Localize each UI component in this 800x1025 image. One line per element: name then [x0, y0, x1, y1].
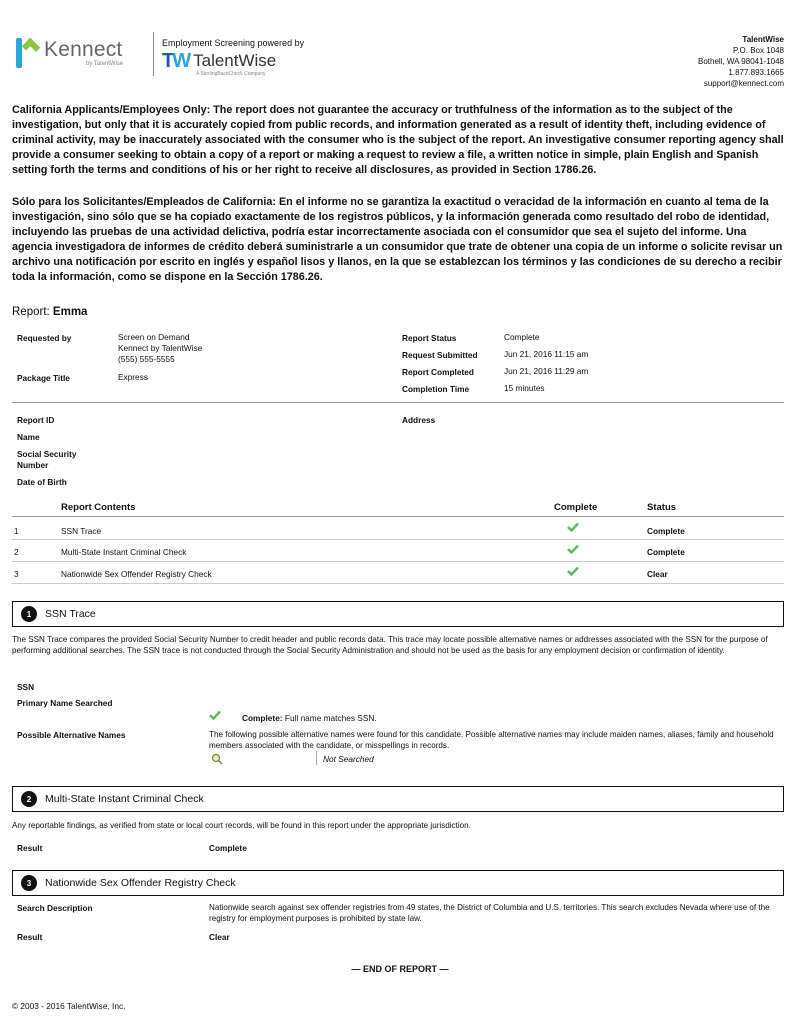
- row-status: Clear: [647, 569, 668, 579]
- not-searched-text: Not Searched: [323, 754, 374, 764]
- disclaimer-spanish: Sólo para los Solicitantes/Empleados de California: En el informe no se garantiza la exactitud o veracidad de la información en cuanto al tema de la investigación, sino sólo que se ha copiado exactamente de los registros públicos, y la información generada como resultado del robo de identidad, incluyendo las pruebas de una actividad delictiva, podría estar incorrectamente asociada con el consumidor que sea el sujeto del informe. Una agencia investigadora de informes de crédito deberá suministrarle a un consumidor que trate de obtener una copia de un informe o solicite revisar un archivo una notificación por escrito en inglés y español lisos y llanos, en la que se establezcan los términos y las condiciones de su derecho a recibir toda la información, como se dispone en la Sección 1786.26.: [12, 196, 783, 283]
- ssn-label: [17, 449, 77, 471]
- address-phone: 1.877.893.1665: [728, 68, 784, 77]
- row-num: 3: [14, 569, 19, 579]
- package-title-value: Express: [118, 372, 148, 382]
- offender-result-value: Clear: [209, 932, 230, 942]
- address-company: TalentWise: [742, 35, 784, 44]
- talentwise-tw-icon: TW: [162, 50, 190, 72]
- name-label: Name: [17, 432, 40, 442]
- talentwise-logo: [162, 38, 304, 77]
- row-divider: [12, 539, 784, 540]
- tw-name: TalentWise: [193, 51, 277, 70]
- status-col-header: Status: [647, 502, 677, 513]
- row-name: SSN Trace: [61, 526, 102, 536]
- section-title: Nationwide Sex Offender Registry Check: [45, 877, 236, 889]
- row-num: 1: [14, 526, 19, 536]
- complete-col-header: Complete: [554, 502, 598, 513]
- report-title: [12, 306, 87, 318]
- check-icon: [209, 710, 221, 720]
- request-submitted-value: Jun 21, 2016 11:15 am: [504, 349, 589, 359]
- kennect-logo: [16, 38, 123, 68]
- report-status-label: Report Status: [402, 333, 457, 343]
- check-icon: [567, 544, 579, 554]
- report-completed-value: Jun 21, 2016 11:29 am: [504, 366, 589, 376]
- criminal-result-value: Complete: [209, 843, 247, 853]
- report-status-value: Complete: [504, 332, 540, 342]
- report-completed-label: Report Completed: [402, 367, 474, 377]
- requested-by-line1: Screen on Demand: [118, 332, 190, 342]
- row-num: 2: [14, 547, 19, 557]
- check-icon: [567, 522, 579, 532]
- dob-label: Date of Birth: [17, 477, 67, 487]
- section-number-badge: 1: [21, 606, 37, 622]
- address-line2: Bothell, WA 98041-1048: [698, 57, 784, 66]
- completion-time-value: 15 minutes: [504, 383, 545, 393]
- kennect-k-icon: [16, 38, 40, 68]
- report-id-label: Report ID: [17, 415, 55, 425]
- requested-by-label: Requested by: [17, 333, 72, 343]
- section-header-criminal-check: [12, 786, 784, 812]
- ssn-label-line1: Social Security: [17, 449, 77, 459]
- requested-by-line3: (555) 555-5555: [118, 354, 175, 364]
- disclaimer-english: California Applicants/Employees Only: The report does not guarantee the accuracy or truthfulness of the information as to the subject of the investigation, but only that it is accurately copied from public records, and information generated as a result of identity theft, including evidence of criminal activity, may be inaccurately associated with the consumer who is the subject of the report. An investigative consumer reporting agency shall provide a consumer seeking to obtain a copy of a report or making a request to review a file, a written notice in simple, plain English and Spanish setting forth the terms and conditions of his or her right to receive all disclosures, as provided in Section 1786.26.: [12, 104, 784, 176]
- complete-text: Full name matches SSN.: [284, 713, 377, 723]
- row-status: Complete: [647, 547, 685, 557]
- section-header-ssn-trace: [12, 601, 784, 627]
- section-header-sex-offender-check: [12, 870, 784, 896]
- tw-sub: A SterlingBackCheck Company: [196, 71, 266, 77]
- contents-col-header: Report Contents: [61, 502, 136, 513]
- report-title-label: Report:: [12, 306, 50, 318]
- report-header: [16, 30, 784, 92]
- requested-by-value: [118, 332, 202, 365]
- section-number-badge: 3: [21, 875, 37, 891]
- divider: [12, 402, 784, 403]
- alt-names-text: The following possible alternative names were found for this candidate. Possible alternative names may include maiden names, aliases, family and household members associated with the candidate, or misspellings in records.: [209, 730, 774, 750]
- criminal-result-label: Result: [17, 843, 43, 853]
- completion-time-label: Completion Time: [402, 384, 470, 394]
- row-name: Multi-State Instant Criminal Check: [61, 547, 187, 557]
- ssn-trace-description: The SSN Trace compares the provided Social Security Number to credit header and public records data. This trace may locate possible alternative names or addresses associated with the SSN for the purpose of performing additional searches. The SSN trace is not conducted through the Social Security Administration and should not be used as the basis for any employment decision or confirmation of identity.: [12, 635, 768, 655]
- search-description-text: Nationwide search against sex offender registries from 49 states, the District of Columbia and U.S. territories. This search excludes Nevada where use of the registry for employment purposes is prohibited by state law.: [209, 903, 770, 923]
- kennect-name: Kennect: [44, 38, 123, 61]
- ssn-field-label: SSN: [17, 682, 35, 692]
- header-divider: [153, 32, 154, 76]
- alt-names-label: Possible Alternative Names: [17, 730, 126, 740]
- ssn-label-line2: Number: [17, 460, 49, 470]
- primary-name-label: Primary Name Searched: [17, 698, 113, 708]
- search-icon: [211, 752, 223, 764]
- address-email[interactable]: support@kennect.com: [703, 79, 784, 88]
- search-description-label: Search Description: [17, 903, 93, 913]
- copyright: © 2003 - 2016 TalentWise, Inc.: [12, 1001, 126, 1011]
- divider: [316, 751, 317, 765]
- criminal-check-description: Any reportable findings, as verified from state or local court records, will be found in this report under the appropriate jurisdiction.: [12, 821, 471, 830]
- report-subject-name: Emma: [52, 306, 88, 318]
- table-header-divider: [12, 516, 784, 517]
- address-line1: P.O. Box 1048: [733, 46, 784, 55]
- check-icon: [567, 566, 579, 576]
- row-name: Nationwide Sex Offender Registry Check: [61, 569, 212, 579]
- company-address: [698, 34, 784, 89]
- request-submitted-label: Request Submitted: [402, 350, 478, 360]
- complete-label: Complete:: [242, 713, 283, 723]
- package-title-label: Package Title: [17, 373, 70, 383]
- section-number-badge: 2: [21, 791, 37, 807]
- row-status: Complete: [647, 526, 685, 536]
- section-title: Multi-State Instant Criminal Check: [45, 793, 204, 805]
- primary-name-result: [242, 713, 377, 724]
- requested-by-line2: Kennect by TalentWise: [118, 343, 203, 353]
- tw-caption: Employment Screening powered by: [162, 38, 305, 48]
- offender-result-label: Result: [17, 932, 43, 942]
- kennect-sub: by TalentWise: [86, 61, 124, 67]
- end-of-report: — END OF REPORT —: [351, 964, 449, 974]
- section-title: SSN Trace: [45, 608, 96, 620]
- row-divider: [12, 561, 784, 562]
- address-label: Address: [402, 415, 436, 425]
- row-divider: [12, 583, 784, 584]
